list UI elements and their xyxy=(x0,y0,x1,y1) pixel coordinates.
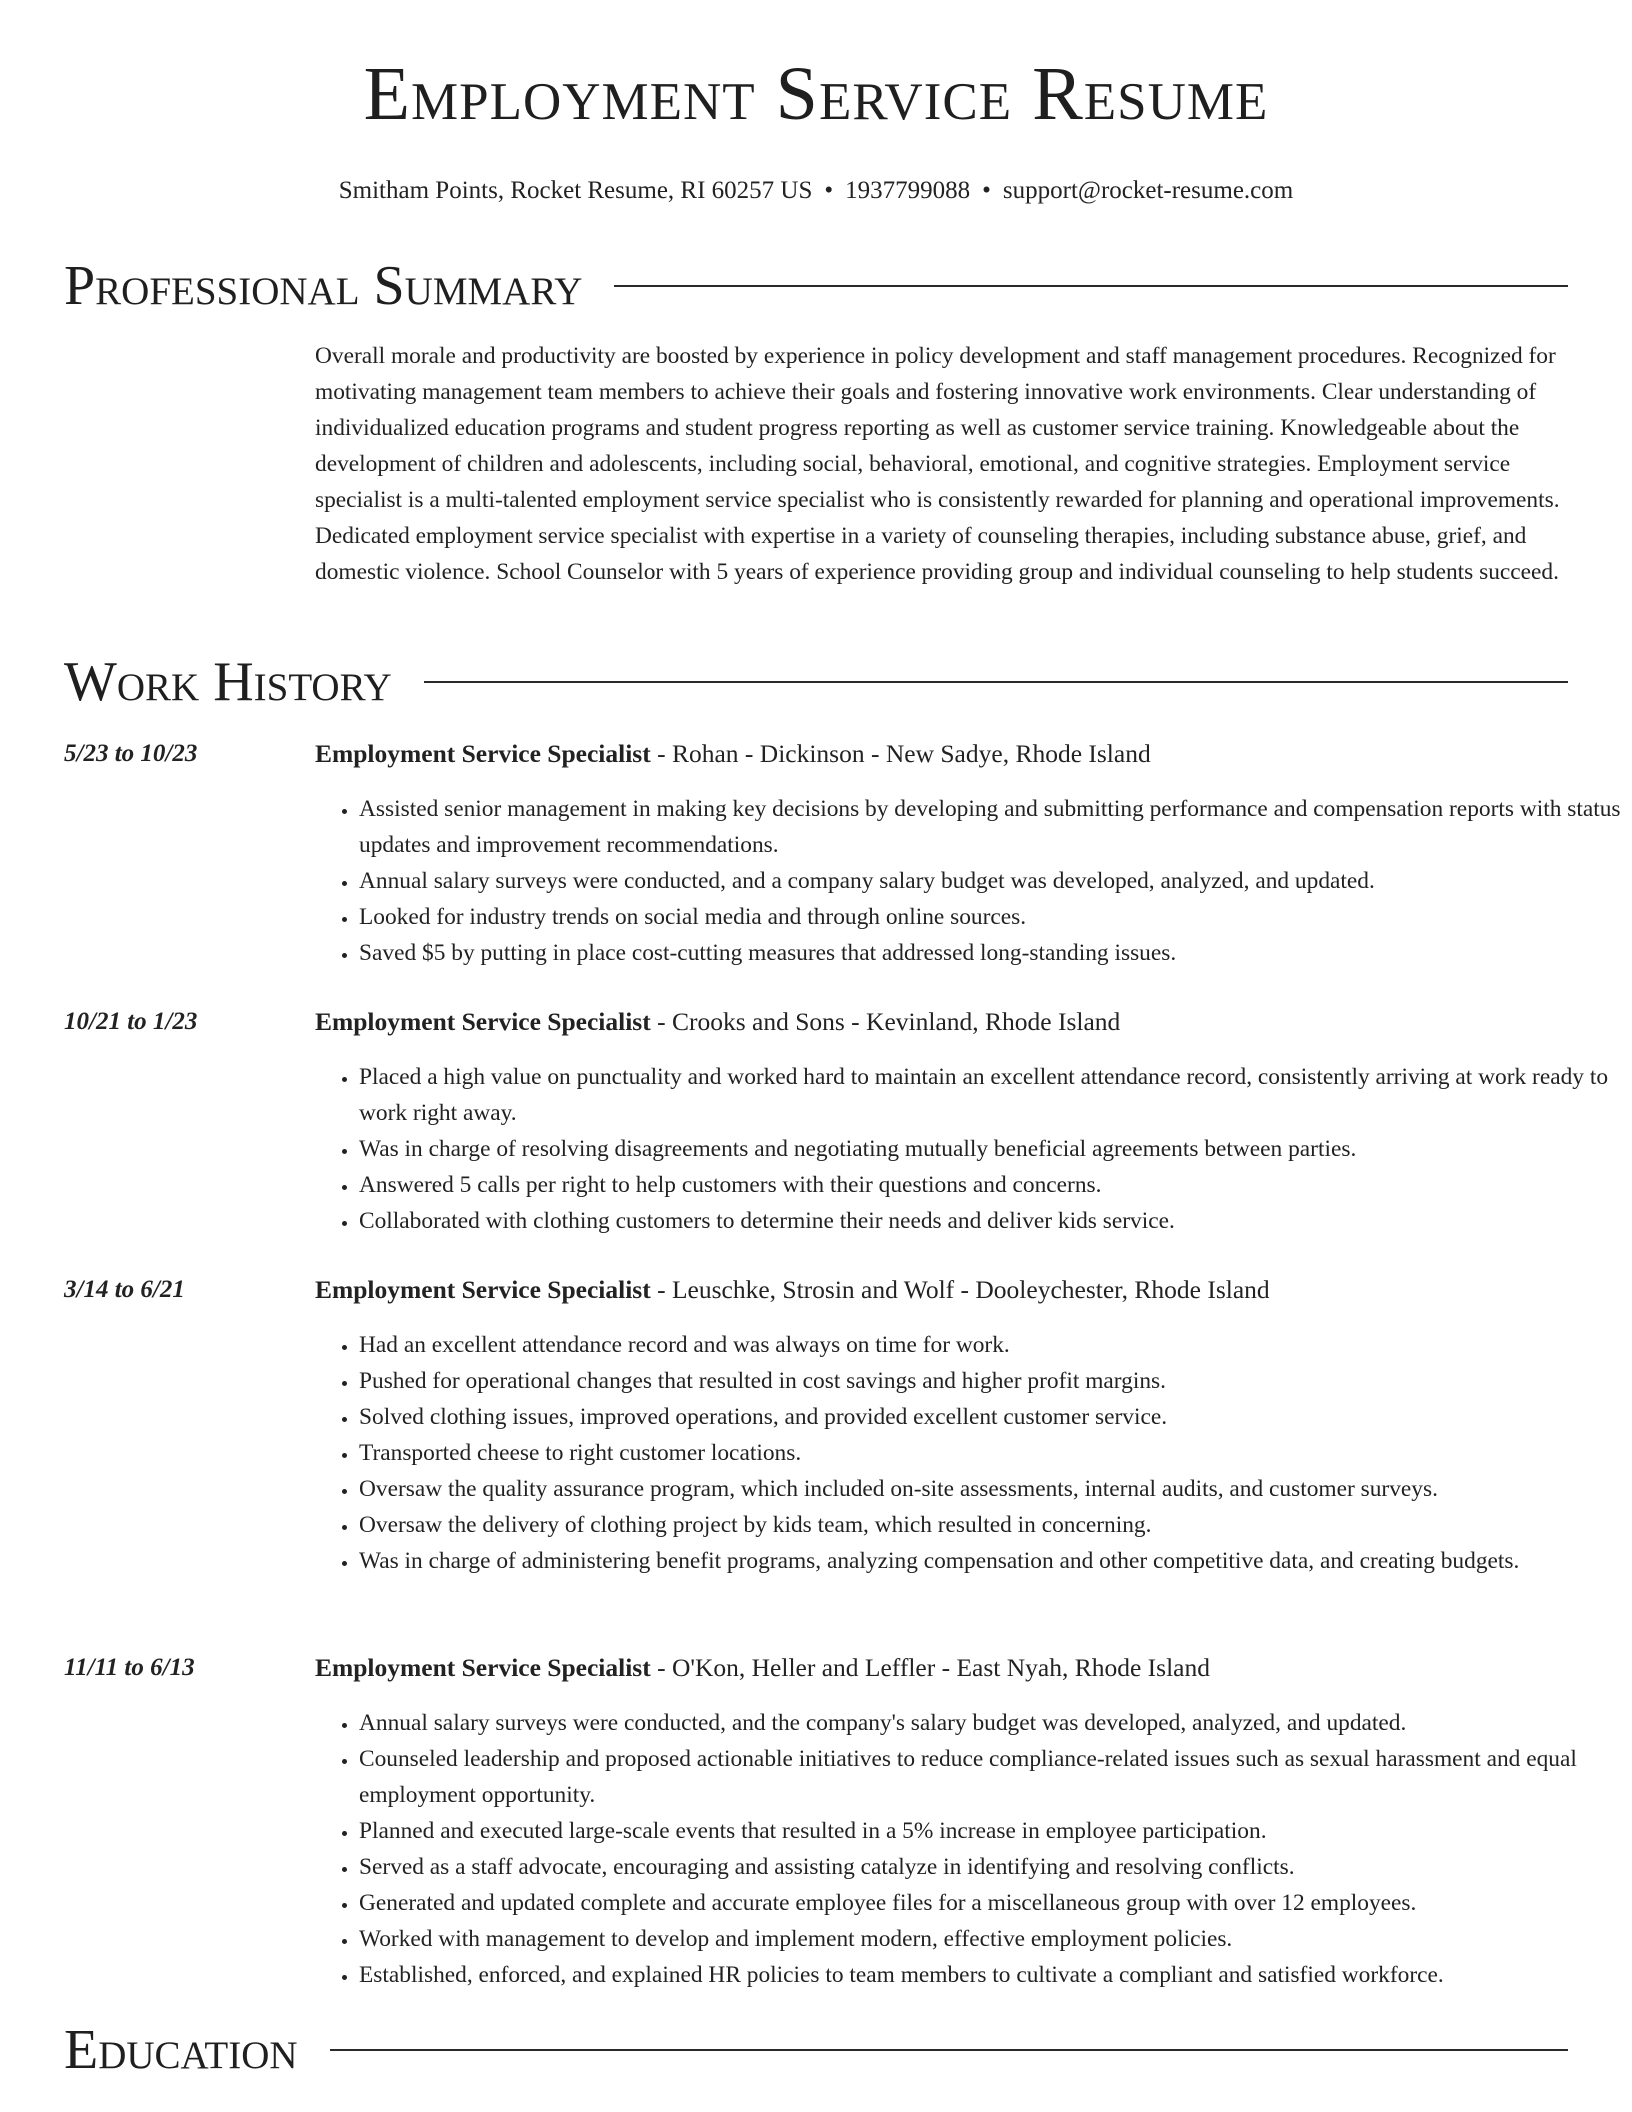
contact-line xyxy=(0,176,1632,206)
section-divider xyxy=(424,681,1568,683)
job-employer: - Leuschke, Strosin and Wolf - Dooleychester, Rhode Island xyxy=(650,1275,1270,1304)
job-dates: 11/11 to 6/13 xyxy=(64,1654,195,1681)
job-dates: 5/23 to 10/23 xyxy=(64,740,198,767)
contact-email: support@rocket-resume.com xyxy=(1002,177,1294,204)
job-bullet: • Served as a staff advocate, encouraging and assisting catalyze in identifying and resolving conflicts. xyxy=(359,1849,1621,1885)
job-bullet: • Planned and executed large-scale events that resulted in a 5% increase in employee participation. xyxy=(359,1813,1621,1849)
job-bullet: • Placed a high value on punctuality and worked hard to maintain an excellent attendance record, consistently arriving at work ready to work right away. xyxy=(359,1059,1621,1131)
job-employer: - O'Kon, Heller and Leffler - East Nyah, Rhode Island xyxy=(650,1653,1211,1682)
work-history-section-header xyxy=(64,650,1568,714)
job-bullet: • Counseled leadership and proposed actionable initiatives to reduce compliance-related issues such as sexual harassment and equal employment opportunity. xyxy=(359,1741,1621,1813)
education-heading: Education xyxy=(64,2019,298,2081)
job-heading xyxy=(315,1273,1270,1307)
contact-address: Smitham Points, Rocket Resume, RI 60257 US xyxy=(338,177,813,204)
job-bullet: • Solved clothing issues, improved operations, and provided excellent customer service. xyxy=(359,1399,1621,1435)
job-bullet: • Saved $5 by putting in place cost-cutting measures that addressed long-standing issues. xyxy=(359,935,1621,971)
job-bullets xyxy=(315,1705,1621,1993)
job-bullet: • Oversaw the quality assurance program, which included on-site assessments, internal audits, and customer surveys. xyxy=(359,1471,1621,1507)
summary-heading: Professional Summary xyxy=(64,255,583,317)
job-employer: - Rohan - Dickinson - New Sadye, Rhode Island xyxy=(650,739,1151,768)
job-bullet: • Had an excellent attendance record and was always on time for work. xyxy=(359,1327,1621,1363)
job-bullet: • Collaborated with clothing customers to determine their needs and deliver kids service. xyxy=(359,1203,1621,1239)
job-bullet: • Was in charge of administering benefit programs, analyzing compensation and other competitive data, and creating budgets. xyxy=(359,1543,1621,1579)
job-bullets xyxy=(315,1327,1621,1579)
resume-title: Employment Service Resume xyxy=(363,52,1269,136)
job-bullets xyxy=(315,791,1621,971)
job-role: Employment Service Specialist xyxy=(315,1007,651,1036)
job-bullets xyxy=(315,1059,1621,1239)
job-bullet: • Answered 5 calls per right to help customers with their questions and concerns. xyxy=(359,1167,1621,1203)
job-bullet: • Transported cheese to right customer locations. xyxy=(359,1435,1621,1471)
job-employer: - Crooks and Sons - Kevinland, Rhode Island xyxy=(650,1007,1121,1036)
job-heading xyxy=(315,1651,1210,1685)
job-bullet: • Worked with management to develop and implement modern, effective employment policies. xyxy=(359,1921,1621,1957)
contact-phone: 1937799088 xyxy=(845,177,971,204)
job-role: Employment Service Specialist xyxy=(315,1653,651,1682)
job-bullet: • Generated and updated complete and accurate employee files for a miscellaneous group with over 12 employees. xyxy=(359,1885,1621,1921)
job-bullet: • Oversaw the delivery of clothing project by kids team, which resulted in concerning. xyxy=(359,1507,1621,1543)
job-dates: 3/14 to 6/21 xyxy=(64,1276,185,1303)
work-history-heading: Work History xyxy=(64,651,392,713)
summary-text: Overall morale and productivity are boosted by experience in policy development and staff management procedures. Recognized for motivating management team members to achieve their goals and fostering innovative work environments. Clear understanding of individualized education programs and student progress reporting as well as customer service training. Knowledgeable about the development of children and adolescents, including social, behavioral, emotional, and cognitive strategies. Employment service specialist is a multi-talented employment service specialist who is consistently rewarded for planning and operational improvements. Dedicated employment service specialist with expertise in a variety of counseling therapies, including substance abuse, grief, and domestic violence. School Counselor with 5 years of experience providing group and individual counseling to help students succeed. xyxy=(315,343,1560,585)
contact-separator: • xyxy=(824,177,834,204)
job-heading xyxy=(315,1005,1120,1039)
job-heading xyxy=(315,737,1151,771)
job-role: Employment Service Specialist xyxy=(315,1275,651,1304)
job-bullet: • Annual salary surveys were conducted, and the company's salary budget was developed, analyzed, and updated. xyxy=(359,1705,1621,1741)
job-bullet: • Annual salary surveys were conducted, and a company salary budget was developed, analyzed, and updated. xyxy=(359,863,1621,899)
job-dates: 10/21 to 1/23 xyxy=(64,1008,198,1035)
job-bullet: • Looked for industry trends on social media and through online sources. xyxy=(359,899,1621,935)
job-role: Employment Service Specialist xyxy=(315,739,651,768)
summary-section-header xyxy=(64,254,1568,318)
job-bullet: • Pushed for operational changes that resulted in cost savings and higher profit margins. xyxy=(359,1363,1621,1399)
section-divider xyxy=(614,285,1568,287)
job-bullet: • Assisted senior management in making key decisions by developing and submitting performance and compensation reports with status updates and improvement recommendations. xyxy=(359,791,1621,863)
job-bullet: • Established, enforced, and explained HR policies to team members to cultivate a compliant and satisfied workforce. xyxy=(359,1957,1621,1993)
job-bullet: • Was in charge of resolving disagreements and negotiating mutually beneficial agreements between parties. xyxy=(359,1131,1621,1167)
education-section-header xyxy=(64,2018,1568,2082)
section-divider xyxy=(330,2049,1568,2051)
contact-separator: • xyxy=(982,177,991,204)
